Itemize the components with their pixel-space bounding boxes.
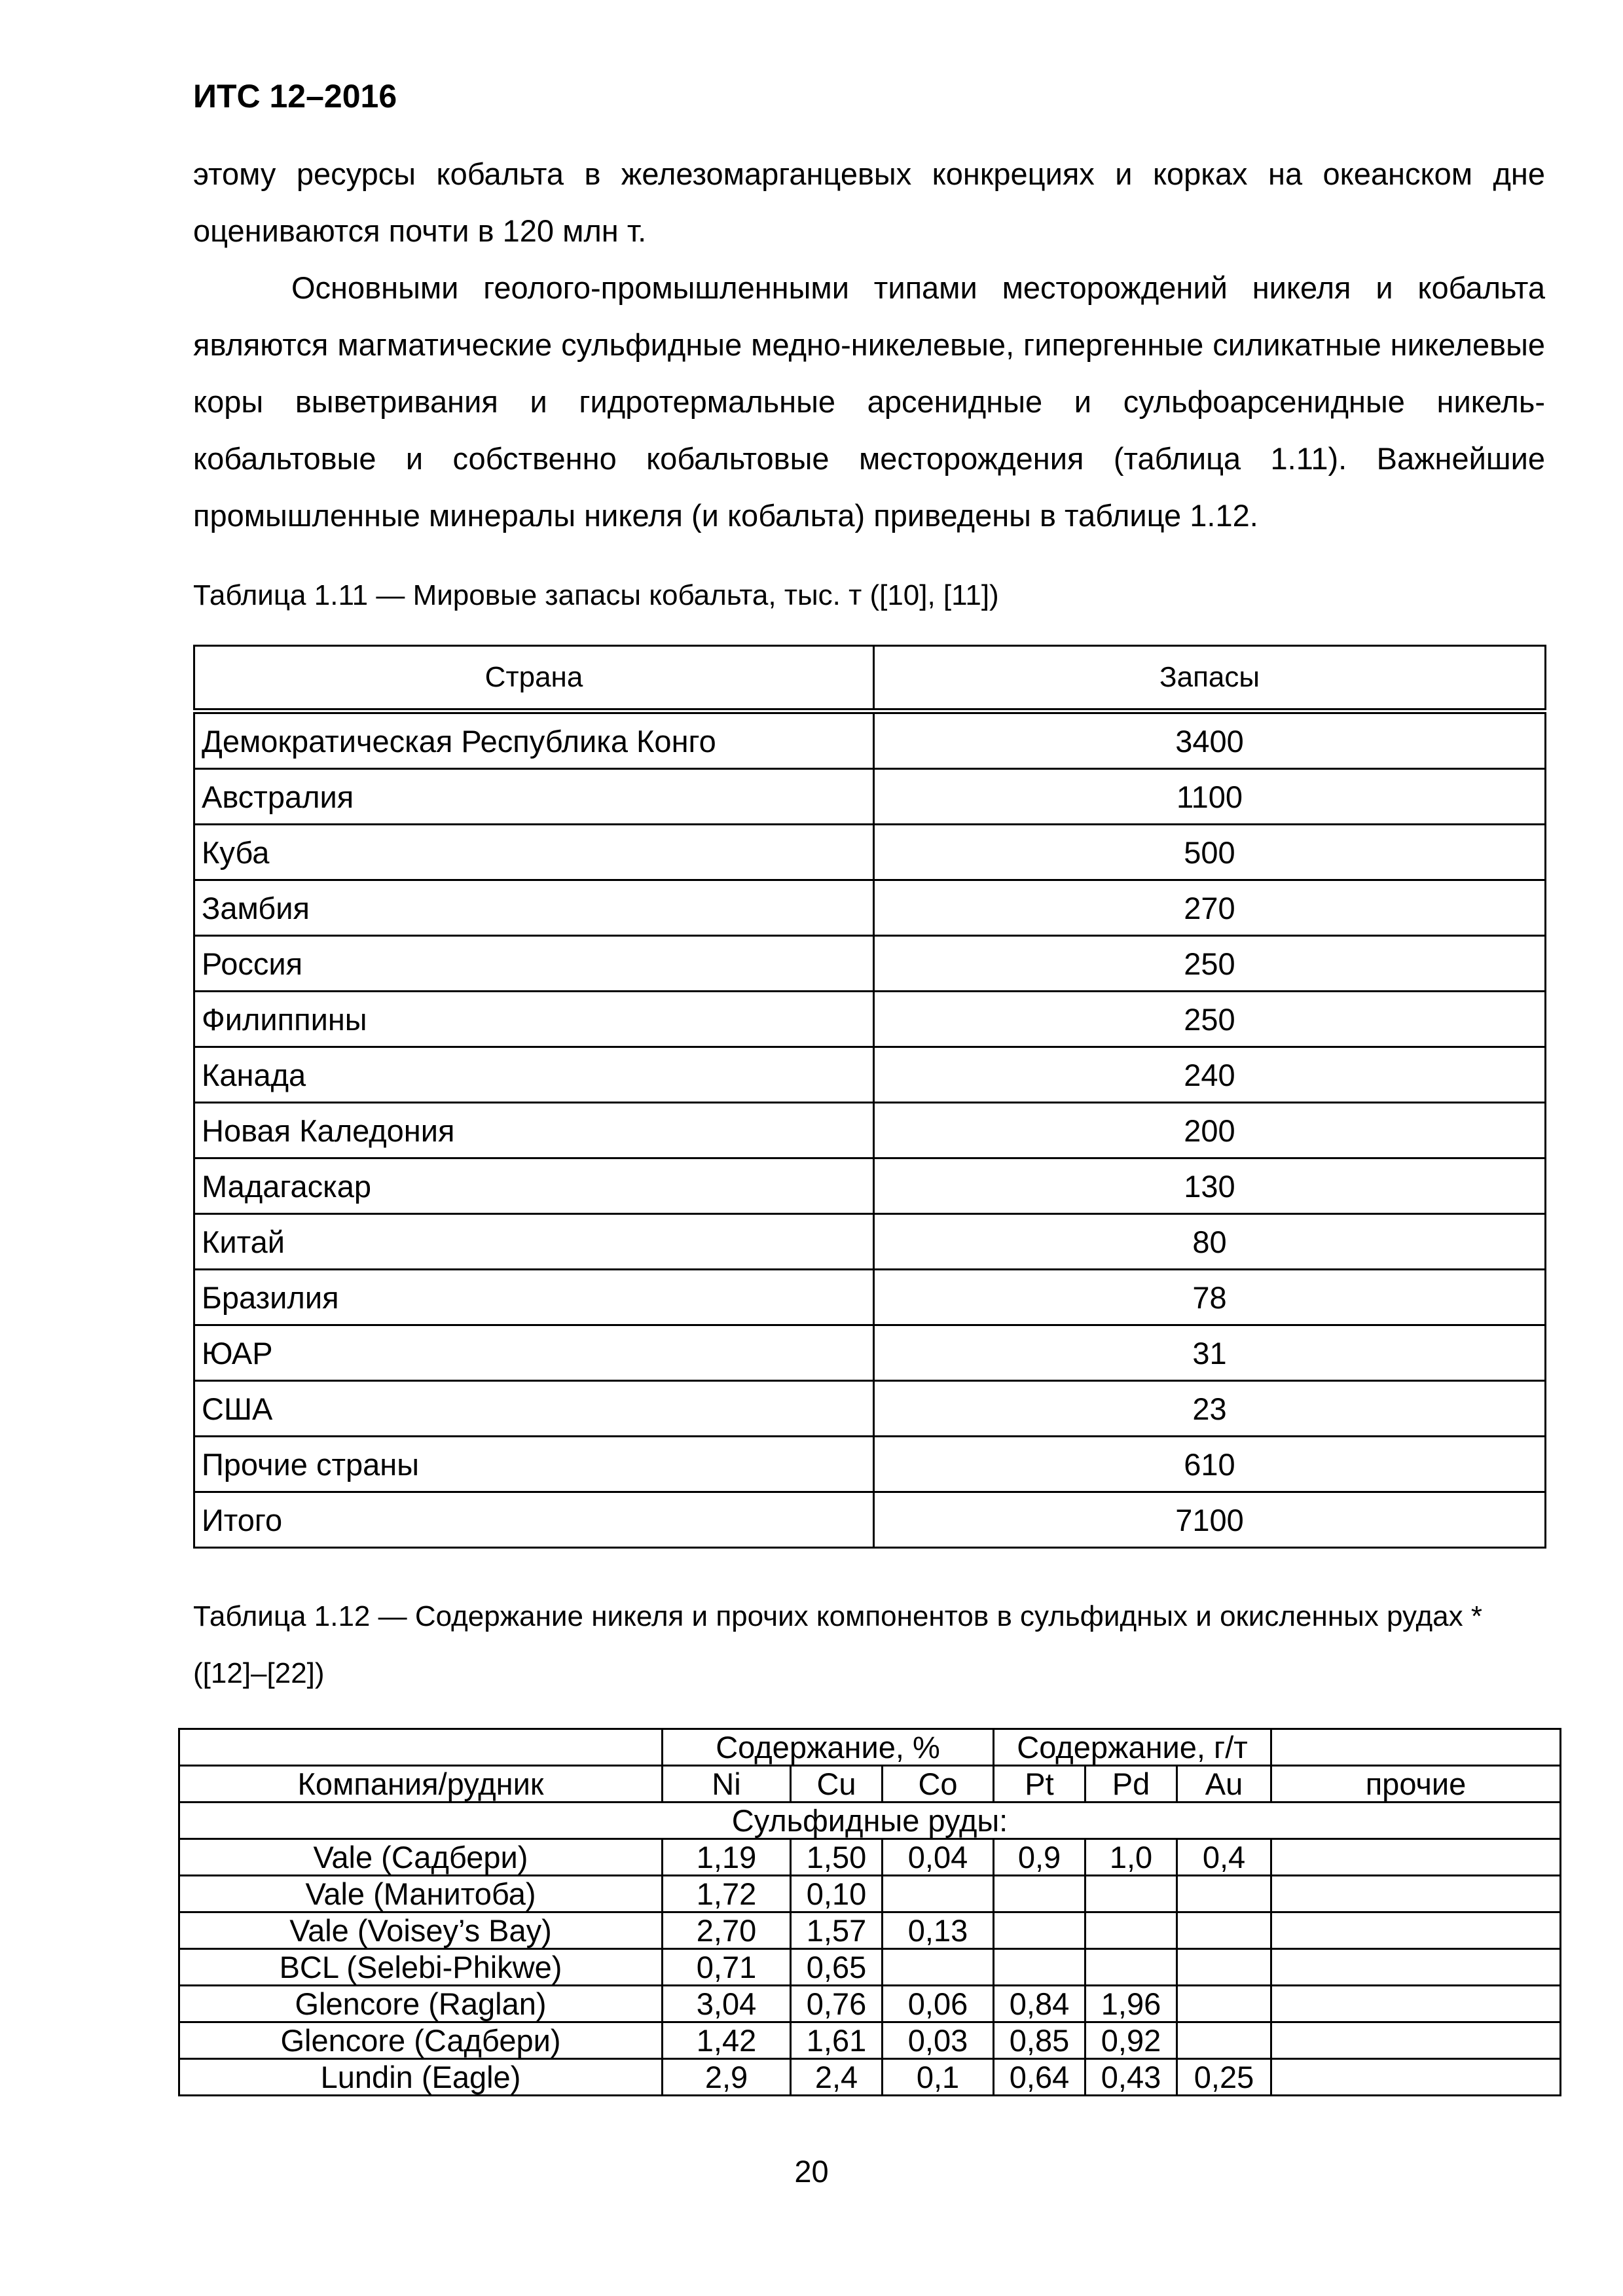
table-row: [179, 1986, 1561, 2022]
ni-cell: 1,72: [663, 1876, 791, 1912]
ni-cell: 1,42: [663, 2022, 791, 2059]
country-cell: Филиппины: [194, 992, 874, 1047]
reserves-cell: 610: [874, 1437, 1546, 1492]
company-cell: Glencore (Садбери): [179, 2022, 663, 2059]
pt-cell: [994, 1949, 1085, 1986]
country-cell: Мадагаскар: [194, 1158, 874, 1214]
table-row: [194, 1103, 1546, 1158]
table-row: [179, 2059, 1561, 2096]
reserves-cell: 80: [874, 1214, 1546, 1270]
paragraph-1: этому ресурсы кобальта в железомарганцевых конкрециях и корках на океанском дне оцениваются почти в 120 млн т.: [193, 156, 1545, 248]
reserves-cell: 200: [874, 1103, 1546, 1158]
other-cell: [1271, 1876, 1561, 1912]
table-row: [194, 992, 1546, 1047]
co-cell: 0,06: [883, 1986, 994, 2022]
nickel-content-table: [178, 1728, 1561, 2096]
ni-cell: 0,71: [663, 1949, 791, 1986]
section-label: Сульфидные руды:: [179, 1803, 1561, 1839]
au-cell: [1177, 1876, 1271, 1912]
country-cell: Россия: [194, 936, 874, 992]
pt-cell: [994, 1876, 1085, 1912]
country-cell: Новая Каледония: [194, 1103, 874, 1158]
header-cu: Cu: [791, 1766, 883, 1803]
table-row: [194, 1325, 1546, 1381]
country-cell: Прочие страны: [194, 1437, 874, 1492]
table-2-caption: Таблица 1.12 — Содержание никеля и прочих компонентов в сульфидных и окисленных рудах * ([12]–[22]): [193, 1600, 1482, 1689]
company-cell: Glencore (Raglan): [179, 1986, 663, 2022]
country-cell: ЮАР: [194, 1325, 874, 1381]
pt-cell: 0,85: [994, 2022, 1085, 2059]
cu-cell: 1,61: [791, 2022, 883, 2059]
cu-cell: 0,76: [791, 1986, 883, 2022]
co-cell: 0,1: [883, 2059, 994, 2096]
table-row: [194, 711, 1546, 769]
header-other: прочие: [1271, 1766, 1561, 1803]
paragraph-2: Основными геолого-промышленными типами месторождений никеля и кобальта являются магматические сульфидные медно-никелевые, гипергенные силикатные никелевые коры выветривания и гидротермальные арсенидные и сульфоарсенидные никель-кобальтовые и собственно кобальтовые месторождения (таблица 1.11). Важнейшие промышленные минералы никеля (и кобальта) приведены в таблице 1.12.: [193, 270, 1545, 533]
reserves-cell: 1100: [874, 769, 1546, 825]
table-row: [194, 769, 1546, 825]
ni-cell: 2,9: [663, 2059, 791, 2096]
country-cell: Замбия: [194, 880, 874, 936]
table-row: [179, 1949, 1561, 1986]
ni-cell: 1,19: [663, 1839, 791, 1876]
other-cell: [1271, 1986, 1561, 2022]
other-cell: [1271, 1949, 1561, 1986]
pt-cell: [994, 1912, 1085, 1949]
au-cell: [1177, 1986, 1271, 2022]
country-cell: Итого: [194, 1492, 874, 1548]
table-row: [194, 1270, 1546, 1325]
pt-cell: 0,9: [994, 1839, 1085, 1876]
pd-cell: [1085, 1949, 1177, 1986]
cu-cell: 0,65: [791, 1949, 883, 1986]
reserves-cell: 250: [874, 936, 1546, 992]
header-reserves: Запасы: [874, 646, 1546, 711]
pd-cell: [1085, 1912, 1177, 1949]
cu-cell: 1,57: [791, 1912, 883, 1949]
other-cell: [1271, 1839, 1561, 1876]
pd-cell: [1085, 1876, 1177, 1912]
header-company: Компания/рудник: [179, 1766, 663, 1803]
table-group-header-row: [179, 1729, 1561, 1766]
co-cell: [883, 1949, 994, 1986]
reserves-cell: 250: [874, 992, 1546, 1047]
reserves-cell: 500: [874, 825, 1546, 880]
pd-cell: 0,92: [1085, 2022, 1177, 2059]
country-cell: Бразилия: [194, 1270, 874, 1325]
co-cell: 0,04: [883, 1839, 994, 1876]
country-cell: Демократическая Республика Конго: [194, 711, 874, 769]
au-cell: [1177, 1949, 1271, 1986]
cobalt-reserves-table: [193, 645, 1546, 1549]
table-row: [194, 1047, 1546, 1103]
pd-cell: 0,43: [1085, 2059, 1177, 2096]
country-cell: США: [194, 1381, 874, 1437]
other-cell: [1271, 1912, 1561, 1949]
header-country: Страна: [194, 646, 874, 711]
page-number: 20: [794, 2154, 829, 2189]
reserves-cell: 270: [874, 880, 1546, 936]
country-cell: Австралия: [194, 769, 874, 825]
company-cell: Vale (Садбери): [179, 1839, 663, 1876]
country-cell: Канада: [194, 1047, 874, 1103]
pd-cell: 1,96: [1085, 1986, 1177, 2022]
header-co: Co: [883, 1766, 994, 1803]
group-header-blank: [1271, 1729, 1561, 1766]
au-cell: 0,4: [1177, 1839, 1271, 1876]
co-cell: 0,03: [883, 2022, 994, 2059]
table-row: [194, 880, 1546, 936]
table-row: [179, 1876, 1561, 1912]
reserves-cell: 240: [874, 1047, 1546, 1103]
table-header-row: [179, 1766, 1561, 1803]
group-header-gt: Содержание, г/т: [994, 1729, 1271, 1766]
table-row: [179, 1839, 1561, 1876]
reserves-cell: 7100: [874, 1492, 1546, 1548]
country-cell: Китай: [194, 1214, 874, 1270]
group-header-percent: Содержание, %: [663, 1729, 994, 1766]
table-row: [194, 936, 1546, 992]
document-header: ИТС 12–2016: [193, 78, 397, 115]
cu-cell: 0,10: [791, 1876, 883, 1912]
company-cell: Vale (Манитоба): [179, 1876, 663, 1912]
country-cell: Куба: [194, 825, 874, 880]
header-pt: Pt: [994, 1766, 1085, 1803]
ni-cell: 3,04: [663, 1986, 791, 2022]
table-row: [194, 1381, 1546, 1437]
table-row: [179, 1912, 1561, 1949]
group-header-blank: [179, 1729, 663, 1766]
table-row: [194, 825, 1546, 880]
reserves-cell: 3400: [874, 711, 1546, 769]
au-cell: [1177, 2022, 1271, 2059]
table-row: [194, 1492, 1546, 1548]
co-cell: 0,13: [883, 1912, 994, 1949]
header-au: Au: [1177, 1766, 1271, 1803]
reserves-cell: 78: [874, 1270, 1546, 1325]
cu-cell: 1,50: [791, 1839, 883, 1876]
other-cell: [1271, 2022, 1561, 2059]
au-cell: [1177, 1912, 1271, 1949]
table-header-row: [194, 646, 1546, 711]
table-1-caption: Таблица 1.11 — Мировые запасы кобальта, тыс. т ([10], [11]): [193, 579, 999, 611]
other-cell: [1271, 2059, 1561, 2096]
table-row: [194, 1214, 1546, 1270]
pt-cell: 0,64: [994, 2059, 1085, 2096]
table-row: [194, 1158, 1546, 1214]
cu-cell: 2,4: [791, 2059, 883, 2096]
company-cell: Vale (Voisey’s Bay): [179, 1912, 663, 1949]
pt-cell: 0,84: [994, 1986, 1085, 2022]
au-cell: 0,25: [1177, 2059, 1271, 2096]
table-row: [179, 2022, 1561, 2059]
company-cell: BCL (Selebi-Phikwe): [179, 1949, 663, 1986]
co-cell: [883, 1876, 994, 1912]
reserves-cell: 23: [874, 1381, 1546, 1437]
header-pd: Pd: [1085, 1766, 1177, 1803]
table-row: [194, 1437, 1546, 1492]
ni-cell: 2,70: [663, 1912, 791, 1949]
pd-cell: 1,0: [1085, 1839, 1177, 1876]
company-cell: Lundin (Eagle): [179, 2059, 663, 2096]
header-ni: Ni: [663, 1766, 791, 1803]
reserves-cell: 130: [874, 1158, 1546, 1214]
section-row: [179, 1803, 1561, 1839]
reserves-cell: 31: [874, 1325, 1546, 1381]
